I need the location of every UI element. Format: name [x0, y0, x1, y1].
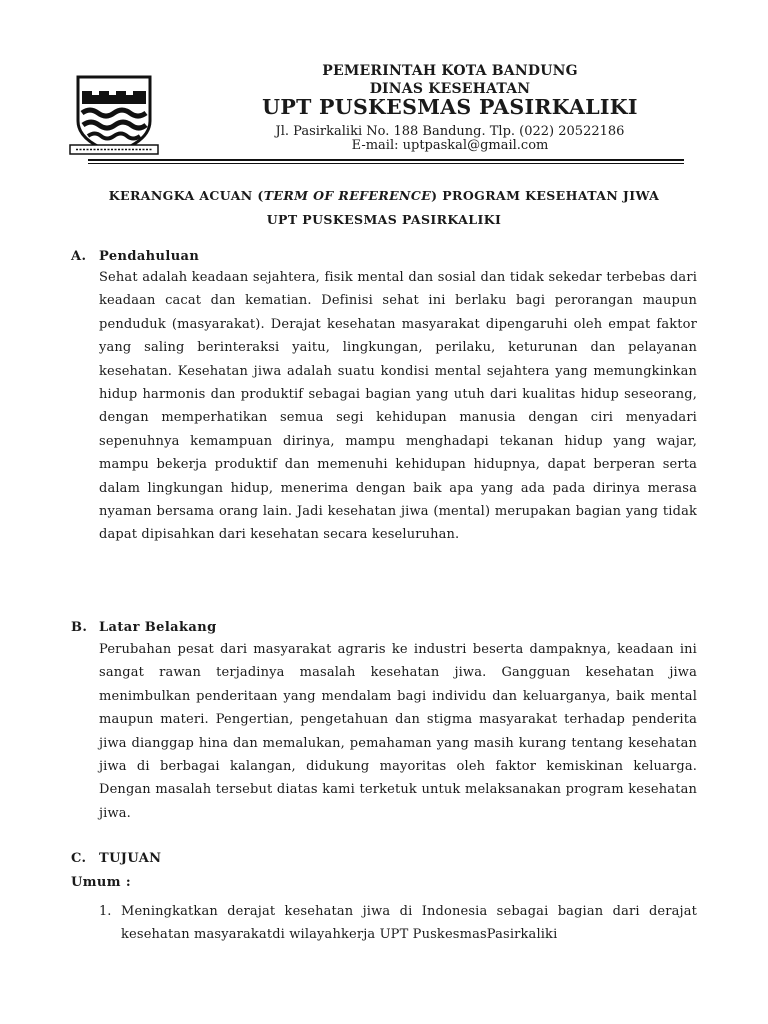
- letterhead-email: E-mail: uptpaskal@gmail.com: [351, 138, 549, 153]
- letterhead-divider-thin: [88, 163, 684, 164]
- list-item-number: 1.: [99, 904, 112, 919]
- letterhead-puskesmas: UPT PUSKESMAS PASIRKALIKI: [262, 95, 638, 119]
- city-emblem-icon: [66, 71, 162, 159]
- section-c-subheading: Umum :: [71, 875, 132, 890]
- letterhead-address: Jl. Pasirkaliki No. 188 Bandung. Tlp. (022) 20522186: [275, 124, 625, 139]
- section-b-paragraph: Perubahan pesat dari masyarakat agraris ke industri beserta dampaknya, keadaan ini sangat rawan terjadinya masalah kesehatan jiwa. Gangguan kesehatan jiwa menimbulkan penderitaan yang mendalam bagi individu dan keluarganya, baik mental maupun materi. Pengertian, pengetahuan dan stigma masyarakat terhadap penderita jiwa dianggap hina dan memalukan, pemahaman yang masih kurang tentang kesehatan jiwa di berbagai kalangan, didukung mayoritas oleh faktor kemiskinan keluarga. Dengan masalah tersebut diatas kami terketuk untuk melaksanakan program kesehatan jiwa.: [99, 642, 697, 821]
- list-item-text: Meningkatkan derajat kesehatan jiwa di Indonesia sebagai bagian dari derajat kesehatan masyarakatdi wilayahkerja UPT PuskesmasPasirkaliki: [121, 904, 697, 943]
- document-title: KERANGKA ACUAN (TERM OF REFERENCE) PROGRAM KESEHATAN JIWA: [108, 188, 660, 203]
- document-page: PEMERINTAH KOTA BANDUNG DINAS KESEHATAN UPT PUSKESMAS PASIRKALIKI Jl. Pasirkaliki No. 188 Bandung. Tlp. (022) 20522186 E-mail: uptpaskal@gmail.com KERANGKA ACUAN (TERM OF REFERENCE) PROGRAM KESEHATAN JIWA UPT PUSKESMAS PASIRKALIKI A. Pendahuluan Sehat adalah keadaan sejahtera, fisik mental dan sosial dan tidak sekedar terbebas dari keadaan cacat dan kematian. Definisi sehat ini berlaku bagi perorangan maupun penduduk (masyarakat). Derajat kesehatan masyarakat dipengaruhi oleh empat faktor yang saling berinteraksi yaitu, lingkungan, perilaku, keturunan dan pelayanan kesehatan. Kesehatan jiwa adalah suatu kondisi mental sejahtera yang memungkinkan hidup harmonis dan produktif sebagai bagian yang utuh dari kualitas hidup seseorang, dengan memperhatikan semua segi kehidupan manusia dengan ciri menyadari sepenuhnya kemampuan dirinya, mampu menghadapi tekanan hidup yang wajar, mampu bekerja produktif dan memenuhi kehidupan hidupnya, dapat berperan serta dalam lingkungan hidup, menerima dengan baik apa yang ada pada dirinya merasa nyaman bersama orang lain. Jadi kesehatan jiwa (mental) merupakan bagian yang tidak dapat dipisahkan dari kesehatan secara keseluruhan. B. Latar Belakang Perubahan pesat dari masyarakat agraris ke industri beserta dampaknya, keadaan ini sangat rawan terjadinya masalah kesehatan jiwa. Gangguan kesehatan jiwa menimbulkan penderitaan yang mendalam bagi individu dan keluarganya, baik mental maupun materi. Pengertian, pengetahuan dan stigma masyarakat terhadap penderita jiwa dianggap hina dan memalukan, pemahaman yang masih kurang tentang kesehatan jiwa di berbagai kalangan, didukung mayoritas oleh faktor kemiskinan keluarga. Dengan masalah tersebut diatas kami terketuk untuk melaksanakan program kesehatan jiwa. C. TUJUAN Umum : 1. Meningkatkan derajat kesehatan jiwa di Indonesia sebagai bagian dari derajat kesehatan masyarakatdi wilayahkerja UPT PuskesmasPasirkaliki: [0, 0, 768, 1024]
- letterhead-government: PEMERINTAH KOTA BANDUNG: [322, 63, 578, 79]
- document-subtitle: UPT PUSKESMAS PASIRKALIKI: [266, 212, 502, 227]
- letterhead-department: DINAS KESEHATAN: [369, 81, 531, 97]
- title-italic-term: TERM OF REFERENCE: [263, 188, 432, 203]
- letterhead-divider-thick: [88, 159, 684, 161]
- section-a-paragraph: Sehat adalah keadaan sejahtera, fisik mental dan sosial dan tidak sekedar terbebas dari keadaan cacat dan kematian. Definisi sehat ini berlaku bagi perorangan maupun penduduk (masyarakat). Derajat kesehatan masyarakat dipengaruhi oleh empat faktor yang saling berinteraksi yaitu, lingkungan, perilaku, keturunan dan pelayanan kesehatan. Kesehatan jiwa adalah suatu kondisi mental sejahtera yang memungkinkan hidup harmonis dan produktif sebagai bagian yang utuh dari kualitas hidup seseorang, dengan memperhatikan semua segi kehidupan manusia dengan ciri menyadari sepenuhnya kemampuan dirinya, mampu menghadapi tekanan hidup yang wajar, mampu bekerja produktif dan memenuhi kehidupan hidupnya, dapat berperan serta dalam lingkungan hidup, menerima dengan baik apa yang ada pada dirinya merasa nyaman bersama orang lain. Jadi kesehatan jiwa (mental) merupakan bagian yang tidak dapat dipisahkan dari kesehatan secara keseluruhan.: [99, 270, 697, 543]
